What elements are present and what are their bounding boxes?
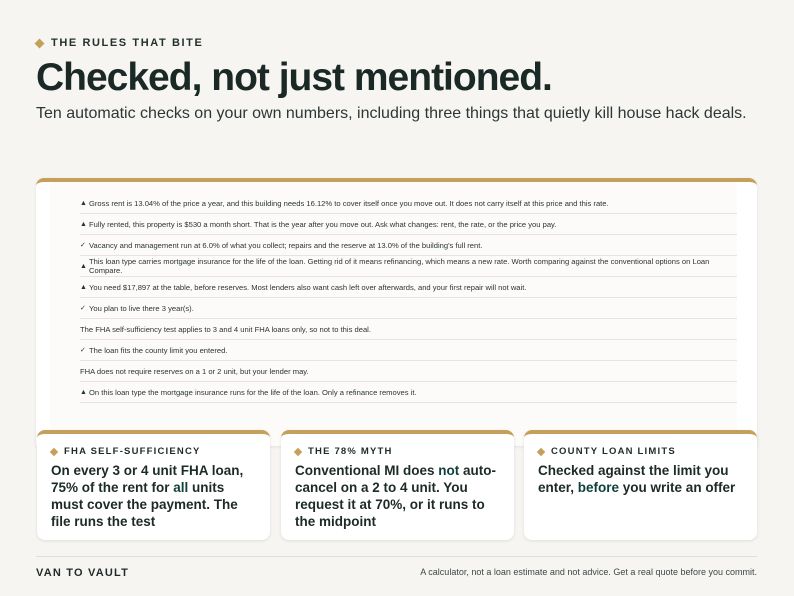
card-body-text: units must cover the payment. The file runs the test [51,480,238,529]
card-body-text: auto-cancel on a 2 to 4 unit. You request it at 70%, or it runs to the midpoint [295,463,497,529]
card-body [295,462,500,530]
card-title-label: THE 78% MYTH [308,446,393,457]
card-title [538,446,743,457]
card-body-text: Conventional MI does [295,463,439,478]
check-row [80,193,737,214]
check-row [80,235,737,256]
warning-triangle-icon: ▲ [80,283,87,291]
check-row [80,298,737,319]
card-fha-self-sufficiency [37,430,270,540]
card-title-label: COUNTY LOAN LIMITS [551,446,676,457]
check-text: On this loan type the mortgage insurance runs for the life of the loan. Only a refinance removes it. [89,387,417,397]
card-title-label: FHA SELF-SUFFICIENCY [64,446,201,457]
check-text: You plan to live there 3 year(s). [89,303,194,313]
diamond-icon [294,447,302,455]
check-row [80,382,737,403]
warning-triangle-icon: ▲ [80,199,87,207]
check-row [80,340,737,361]
card-body-text: you write an offer [619,480,736,495]
checks-panel-inner [50,182,737,446]
footer-divider [36,556,757,557]
check-row [80,256,737,277]
checkmark-icon: ✓ [80,241,86,249]
check-text: The loan fits the county limit you entered. [89,345,228,355]
warning-triangle-icon: ▲ [80,220,87,228]
card-body-text: Checked against the limit you enter, [538,463,729,495]
footer-disclaimer: A calculator, not a loan estimate and not advice. Get a real quote before you commit. [420,567,757,577]
check-row [80,277,737,298]
eyebrow-label: THE RULES THAT BITE [51,37,204,49]
warning-triangle-icon: ▲ [80,388,87,396]
check-text: The FHA self-sufficiency test applies to 3 and 4 unit FHA loans only, so not to this deal. [80,324,371,334]
diamond-icon [537,447,545,455]
card-78-myth [281,430,514,540]
card-body-emphasis: before [577,480,620,495]
check-text: Vacancy and management run at 6.0% of what you collect; repairs and the reserve at 13.0% of the building's full rent. [89,240,483,250]
card-body [51,462,256,530]
page-title: Checked, not just mentioned. [36,56,552,99]
check-text: You need $17,897 at the table, before reserves. Most lenders also want cash left over afterwards, and your first repair will not wait. [89,282,527,292]
diamond-icon [35,38,45,48]
card-title [295,446,500,457]
check-text: This loan type carries mortgage insurance for the life of the loan. Getting rid of it means refinancing, which means a new rate. Worth comparing against the conventional options on Loan Compare. [89,257,710,275]
check-row [80,319,737,340]
check-list [50,193,737,403]
warning-triangle-icon: ▲ [80,262,87,270]
card-body-text: On every 3 or 4 unit FHA loan, 75% of the rent for [51,463,244,495]
check-text: Gross rent is 13.04% of the price a year, and this building needs 16.12% to cover itself once you move out. It does not carry itself at this price and this rate. [89,198,609,208]
card-body-emphasis: all [173,480,189,495]
check-text: Fully rented, this property is $530 a month short. That is the year after you move out. Ask what changes: rent, the rate, or the price you pay. [89,219,557,229]
diamond-icon [50,447,58,455]
card-county-loan-limits [524,430,757,540]
brand-wordmark: VAN TO VAULT [36,567,130,579]
checkmark-icon: ✓ [80,346,86,354]
check-row [80,361,737,382]
card-body-emphasis: not [438,463,460,478]
card-title [51,446,256,457]
card-body [538,462,743,496]
section-eyebrow [36,37,203,49]
checkmark-icon: ✓ [80,304,86,312]
check-row [80,214,737,235]
check-text: FHA does not require reserves on a 1 or 2 unit, but your lender may. [80,366,309,376]
page-subtitle: Ten automatic checks on your own numbers, including three things that quietly kill house hack deals. [36,105,747,122]
checks-panel [36,178,757,446]
